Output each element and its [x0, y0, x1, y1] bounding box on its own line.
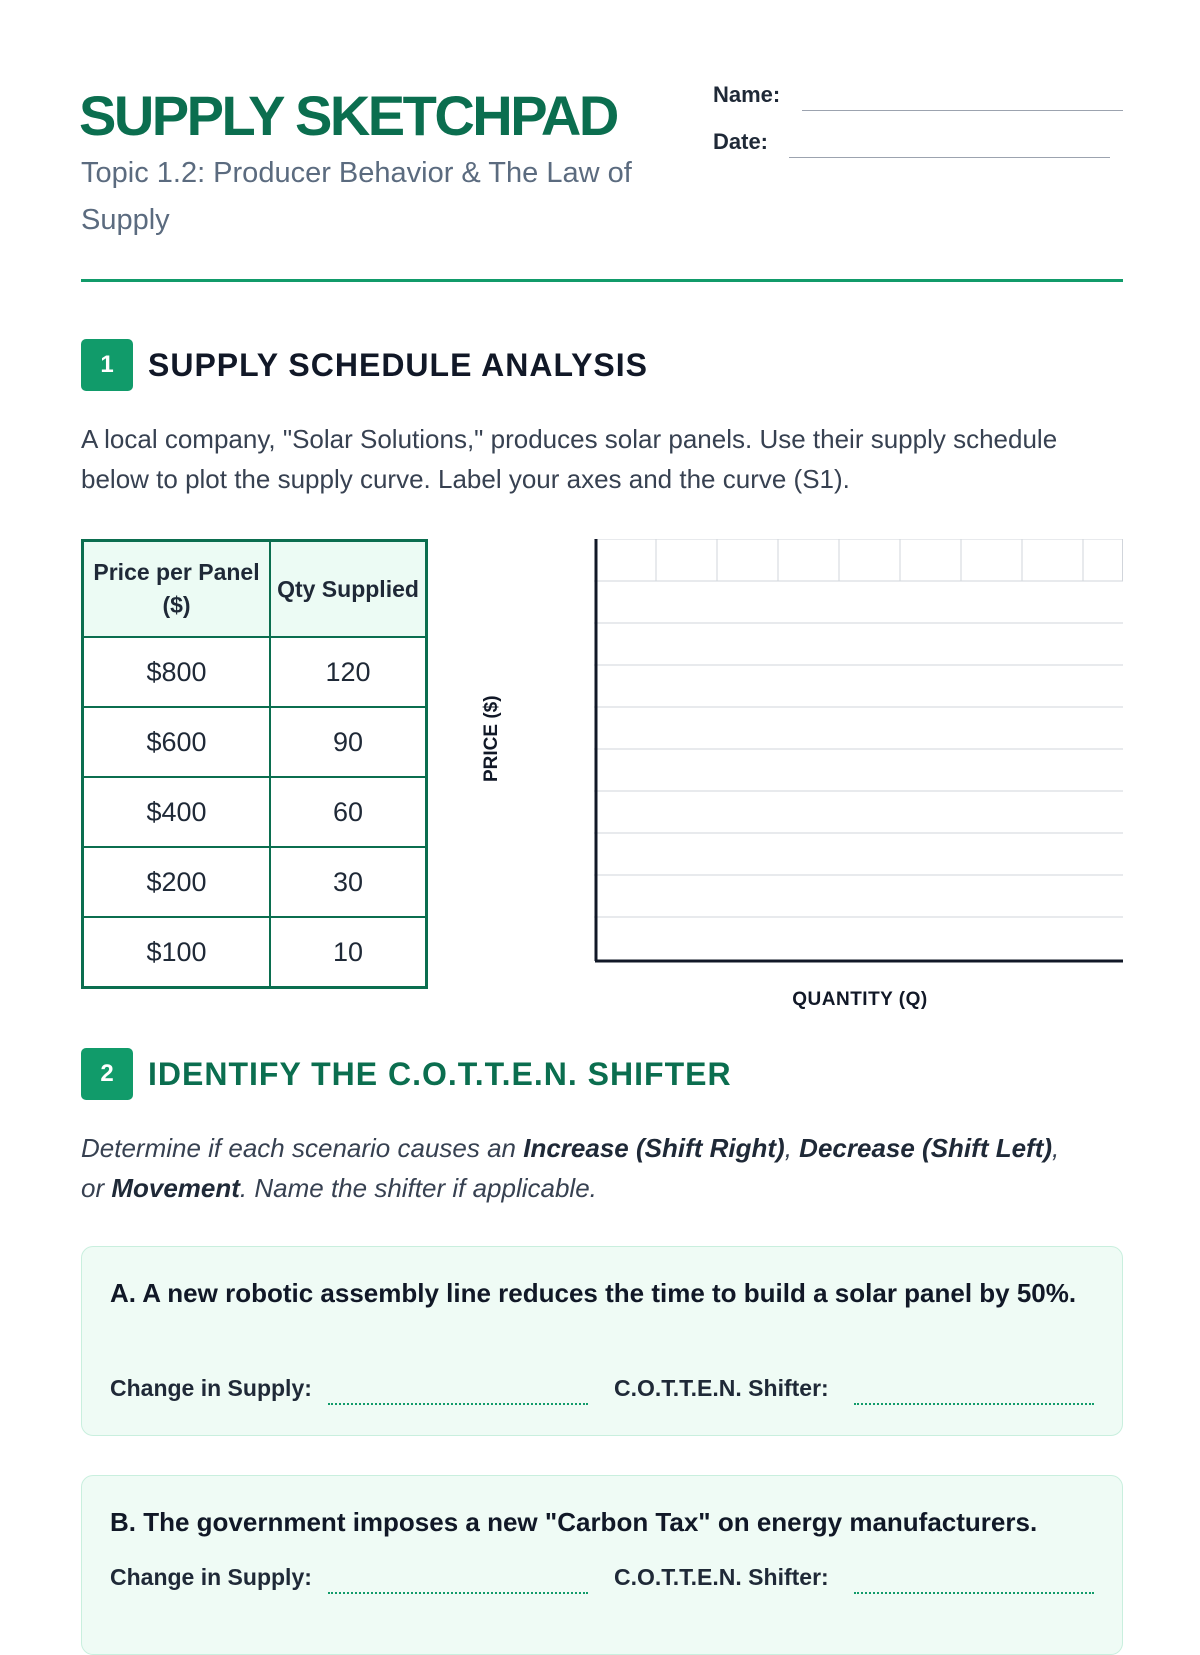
change-in-supply-label: Change in Supply: — [110, 1375, 312, 1401]
name-field — [713, 82, 1123, 112]
price-column-header: Price per Panel ($) — [83, 541, 271, 638]
page-subtitle: Topic 1.2: Producer Behavior & The Law of Supply — [81, 157, 632, 236]
quantity-cell: 90 — [270, 707, 427, 777]
instructions-decrease: Decrease (Shift Left) — [799, 1133, 1053, 1163]
graph-y-axis-label: PRICE ($) — [481, 695, 502, 782]
section-1-header — [81, 339, 1123, 391]
section-1-instructions: A local company, "Solar Solutions," produces solar panels. Use their supply schedule below to plot the supply curve. Label your axes and the curve (S1). — [81, 424, 1058, 494]
change-in-supply-answer-line[interactable] — [328, 1403, 588, 1405]
price-cell: $600 — [83, 707, 271, 777]
section-2-title: IDENTIFY THE C.O.T.T.E.N. SHIFTER — [148, 1056, 732, 1092]
instructions-text: . Name the shifter if applicable. — [239, 1173, 597, 1203]
name-input-line[interactable] — [802, 110, 1123, 111]
instructions-increase: Increase (Shift Right) — [523, 1133, 785, 1163]
supply-schedule-table — [81, 539, 428, 989]
page-title: SUPPLY SKETCHPAD — [79, 84, 617, 147]
worksheet-header — [81, 82, 1123, 282]
name-label: Name: — [713, 82, 781, 107]
table-row — [83, 847, 427, 917]
table-row — [83, 777, 427, 847]
instructions-separator: , or — [81, 1133, 1060, 1203]
price-cell: $200 — [83, 847, 271, 917]
instructions-movement: Movement — [111, 1173, 240, 1203]
quantity-cell: 60 — [270, 777, 427, 847]
scenario-card-b — [81, 1475, 1123, 1655]
table-header-row — [83, 541, 427, 638]
price-cell: $400 — [83, 777, 271, 847]
table-row — [83, 917, 427, 988]
shifter-label: C.O.T.T.E.N. Shifter: — [614, 1564, 829, 1590]
shifter-answer-line[interactable] — [854, 1592, 1094, 1594]
date-input-line[interactable] — [789, 157, 1110, 158]
supply-graph-area[interactable] — [481, 539, 1123, 1010]
graph-x-axis-label: QUANTITY (Q) — [792, 989, 928, 1010]
shifter-label: C.O.T.T.E.N. Shifter: — [614, 1375, 829, 1401]
price-cell: $100 — [83, 917, 271, 988]
shifter-answer-line[interactable] — [854, 1403, 1094, 1405]
date-label: Date: — [713, 129, 769, 154]
section-2-header — [81, 1048, 1123, 1100]
table-row — [83, 637, 427, 707]
date-field — [713, 129, 1123, 159]
section-1-badge: 1 — [81, 339, 133, 391]
instructions-separator: , — [784, 1133, 800, 1163]
section-2-badge: 2 — [81, 1048, 133, 1100]
quantity-cell: 30 — [270, 847, 427, 917]
scenario-b-text: B. The government imposes a new "Carbon Tax" on energy manufacturers. — [110, 1507, 1038, 1537]
section-1-title: SUPPLY SCHEDULE ANALYSIS — [148, 347, 648, 383]
price-cell: $800 — [83, 637, 271, 707]
section-2-instructions — [81, 1128, 1081, 1208]
quantity-column-header: Qty Supplied — [270, 541, 427, 638]
scenario-a-text: A. A new robotic assembly line reduces the time to build a solar panel by 50%. — [110, 1278, 1077, 1308]
quantity-cell: 120 — [270, 637, 427, 707]
quantity-cell: 10 — [270, 917, 427, 988]
change-in-supply-answer-line[interactable] — [328, 1592, 588, 1594]
graph-grid[interactable] — [508, 539, 1123, 963]
table-row — [83, 707, 427, 777]
instructions-text: Determine if each scenario causes an — [81, 1133, 524, 1163]
scenario-card-a — [81, 1246, 1123, 1436]
header-divider — [81, 279, 1123, 282]
change-in-supply-label: Change in Supply: — [110, 1564, 312, 1590]
